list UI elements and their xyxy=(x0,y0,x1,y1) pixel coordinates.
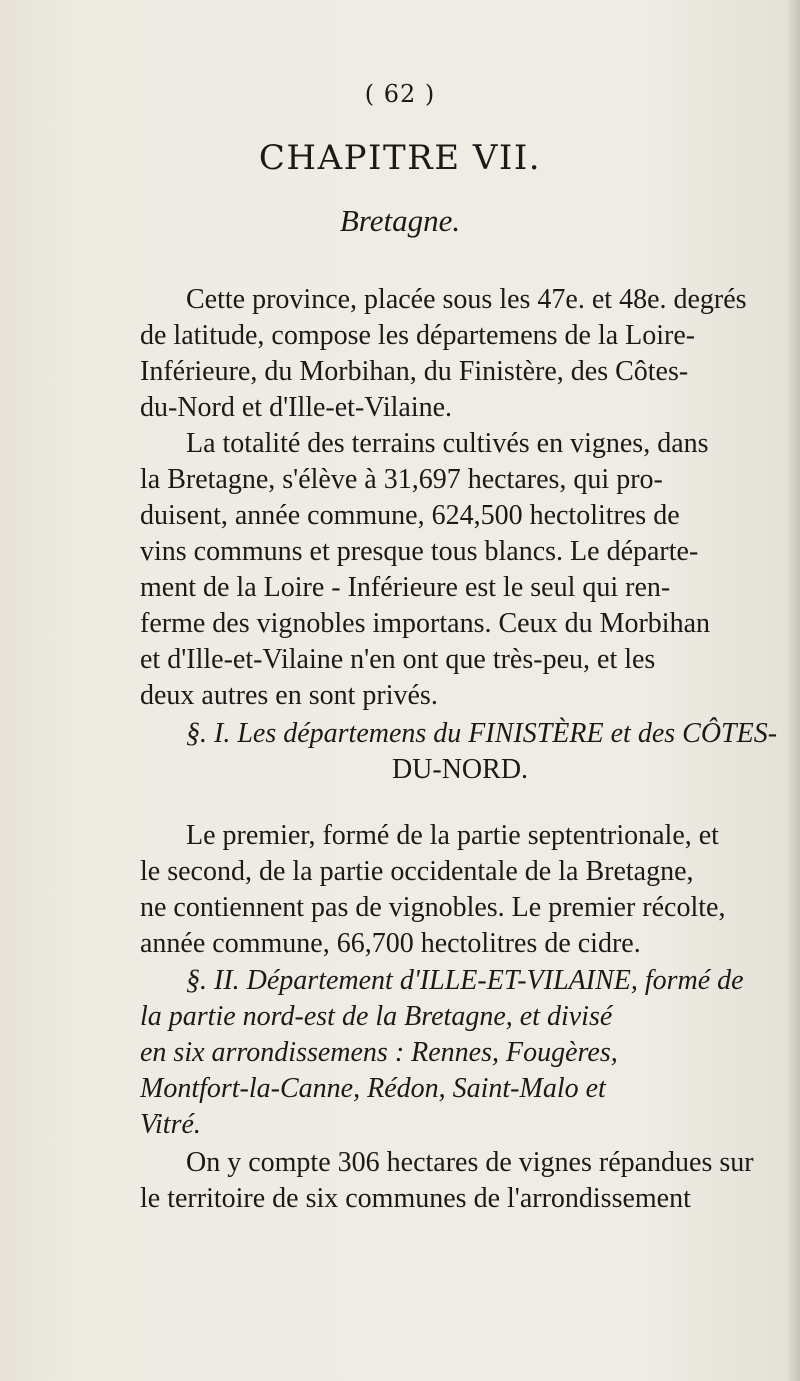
text-line: La totalité des terrains cultivés en vignes, dans xyxy=(186,428,709,459)
heading-line: Vitré. xyxy=(140,1109,201,1140)
paragraph-ille-et-vilaine xyxy=(140,1145,780,1217)
text-line: Inférieure, du Morbihan, du Finistère, des Côtes- xyxy=(140,356,689,387)
text-line: Cette province, placée sous les 47e. et 48e. degrés xyxy=(186,284,747,315)
text-line: On y compte 306 hectares de vignes répandues sur xyxy=(186,1147,754,1178)
heading-section-2 xyxy=(140,963,780,1143)
text-line: duisent, année commune, 624,500 hectolitres de xyxy=(140,500,680,531)
paragraph-finistere xyxy=(140,818,780,962)
text-line: le territoire de six communes de l'arrondissement xyxy=(140,1183,691,1214)
text-line: ment de la Loire - Inférieure est le seul qui ren- xyxy=(140,572,671,603)
text-line: de latitude, compose les départemens de la Loire- xyxy=(140,320,696,351)
heading-line: la partie nord-est de la Bretagne, et divisé xyxy=(140,1001,613,1032)
text-line: vins communs et presque tous blancs. Le départe- xyxy=(140,536,699,567)
heading-line: en six arrondissemens : Rennes, Fougères, xyxy=(140,1037,618,1068)
heading-line: §. II. Département d'ILLE-ET-VILAINE, formé de xyxy=(186,965,744,996)
paragraph-vignes xyxy=(140,426,780,714)
chapter-title: CHAPITRE VII. xyxy=(258,138,542,178)
section-title: Bretagne. xyxy=(339,203,461,238)
text-line: Le premier, formé de la partie septentrionale, et xyxy=(186,820,719,851)
heading-line: Montfort-la-Canne, Rédon, Saint-Malo et xyxy=(140,1073,606,1104)
text-line: du-Nord et d'Ille-et-Vilaine. xyxy=(140,392,453,423)
paragraph-intro xyxy=(140,282,780,426)
text-line: la Bretagne, s'élève à 31,697 hectares, qui pro- xyxy=(140,464,663,495)
heading-section-1 xyxy=(140,716,780,788)
text-line: le second, de la partie occidentale de la Bretagne, xyxy=(140,856,694,887)
text-line: ne contiennent pas de vignobles. Le premier récolte, xyxy=(140,892,726,923)
text-line: année commune, 66,700 hectolitres de cidre. xyxy=(140,928,641,959)
text-line: ferme des vignobles importans. Ceux du Morbihan xyxy=(140,608,711,639)
text-line: deux autres en sont privés. xyxy=(140,680,438,711)
heading-line: DU-NORD. xyxy=(391,754,529,785)
page-number: ( 62 ) xyxy=(364,80,436,108)
heading-line: §. I. Les départemens du FINISTÈRE et des CÔTES- xyxy=(186,718,778,749)
text-line: et d'Ille-et-Vilaine n'en ont que très-peu, et les xyxy=(140,644,656,675)
